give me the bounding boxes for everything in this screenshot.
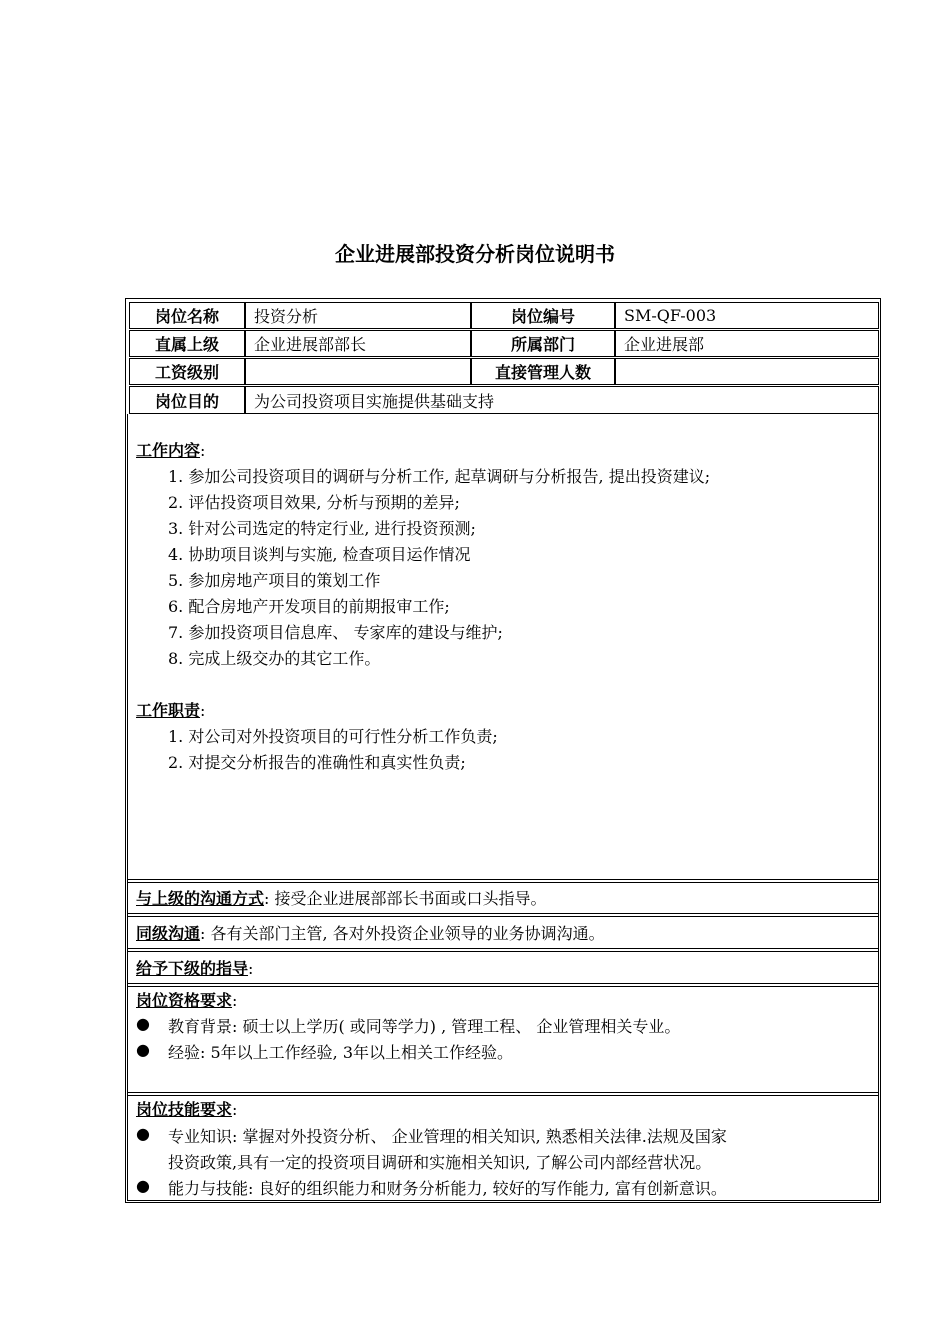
work-content-item: 5. 参加房地产项目的策划工作 bbox=[168, 571, 381, 590]
divider bbox=[127, 948, 879, 949]
qualification-heading: 岗位资格要求: bbox=[136, 991, 238, 1010]
salary-level-label: 工资级别 bbox=[129, 358, 245, 385]
skills-knowledge-line1: 专业知识: 掌握对外投资分析、 企业管理的相关知识, 熟悉相关法律.法规及国家 bbox=[168, 1127, 727, 1146]
work-content-item: 6. 配合房地产开发项目的前期报审工作; bbox=[168, 597, 450, 616]
department-label: 所属部门 bbox=[471, 330, 615, 357]
inner-right-border bbox=[878, 414, 879, 1201]
duty-item: 2. 对提交分析报告的准确性和真实性负责; bbox=[168, 753, 466, 772]
department-value: 企业进展部 bbox=[615, 330, 879, 357]
work-content-item: 1. 参加公司投资项目的调研与分析工作, 起草调研与分析报告, 提出投资建议; bbox=[168, 467, 711, 486]
superior-communication: 与上级的沟通方式: 接受企业进展部部长书面或口头指导。 bbox=[136, 889, 547, 908]
skills-ability: 能力与技能: 良好的组织能力和财务分析能力, 较好的写作能力, 富有创新意识。 bbox=[168, 1179, 727, 1198]
position-code-label: 岗位编号 bbox=[471, 302, 615, 329]
subordinate-guidance: 给予下级的指导: bbox=[136, 959, 254, 978]
divider bbox=[127, 879, 879, 880]
work-content-item: 2. 评估投资项目效果, 分析与预期的差异; bbox=[168, 493, 460, 512]
divider bbox=[127, 882, 879, 883]
purpose-value: 为公司投资项目实施提供基础支持 bbox=[245, 386, 879, 414]
divider bbox=[127, 951, 879, 952]
duties-heading: 工作职责: bbox=[136, 701, 206, 720]
bullet-icon: ● bbox=[136, 1014, 150, 1033]
bottom-border bbox=[127, 1200, 879, 1201]
skills-heading: 岗位技能要求: bbox=[136, 1100, 238, 1119]
bullet-icon: ● bbox=[136, 1176, 150, 1195]
superior-value: 企业进展部部长 bbox=[245, 330, 471, 357]
skills-knowledge-line2: 投资政策,具有一定的投资项目调研和实施相关知识, 了解公司内部经营状况。 bbox=[168, 1153, 712, 1172]
salary-level-value bbox=[245, 358, 471, 385]
divider bbox=[127, 913, 879, 914]
work-content-item: 4. 协助项目谈判与实施, 检查项目运作情况 bbox=[168, 545, 471, 564]
divider bbox=[127, 986, 879, 987]
managed-count-label: 直接管理人数 bbox=[471, 358, 615, 385]
position-code-value: SM-QF-003 bbox=[615, 302, 879, 329]
purpose-label: 岗位目的 bbox=[129, 386, 245, 414]
work-content-heading: 工作内容: bbox=[136, 441, 206, 460]
work-content-item: 3. 针对公司选定的特定行业, 进行投资预测; bbox=[168, 519, 476, 538]
work-content-item: 7. 参加投资项目信息库、 专家库的建设与维护; bbox=[168, 623, 503, 642]
managed-count-value bbox=[615, 358, 879, 385]
qualification-experience: 经验: 5年以上工作经验, 3年以上相关工作经验。 bbox=[168, 1043, 514, 1062]
position-name-label: 岗位名称 bbox=[129, 302, 245, 329]
qualification-education: 教育背景: 硕士以上学历( 或同等学力) , 管理工程、 企业管理相关专业。 bbox=[168, 1017, 681, 1036]
position-name-value: 投资分析 bbox=[245, 302, 471, 329]
work-content-item: 8. 完成上级交办的其它工作。 bbox=[168, 649, 381, 668]
document-title: 企业进展部投资分析岗位说明书 bbox=[335, 242, 615, 266]
divider bbox=[127, 1095, 879, 1096]
inner-left-border bbox=[127, 414, 128, 1201]
superior-label: 直属上级 bbox=[129, 330, 245, 357]
divider bbox=[127, 983, 879, 984]
divider bbox=[127, 1092, 879, 1093]
divider bbox=[127, 916, 879, 917]
duty-item: 1. 对公司对外投资项目的可行性分析工作负责; bbox=[168, 727, 498, 746]
bullet-icon: ● bbox=[136, 1124, 150, 1143]
peer-communication: 同级沟通: 各有关部门主管, 各对外投资企业领导的业务协调沟通。 bbox=[136, 924, 605, 943]
bullet-icon: ● bbox=[136, 1040, 150, 1059]
